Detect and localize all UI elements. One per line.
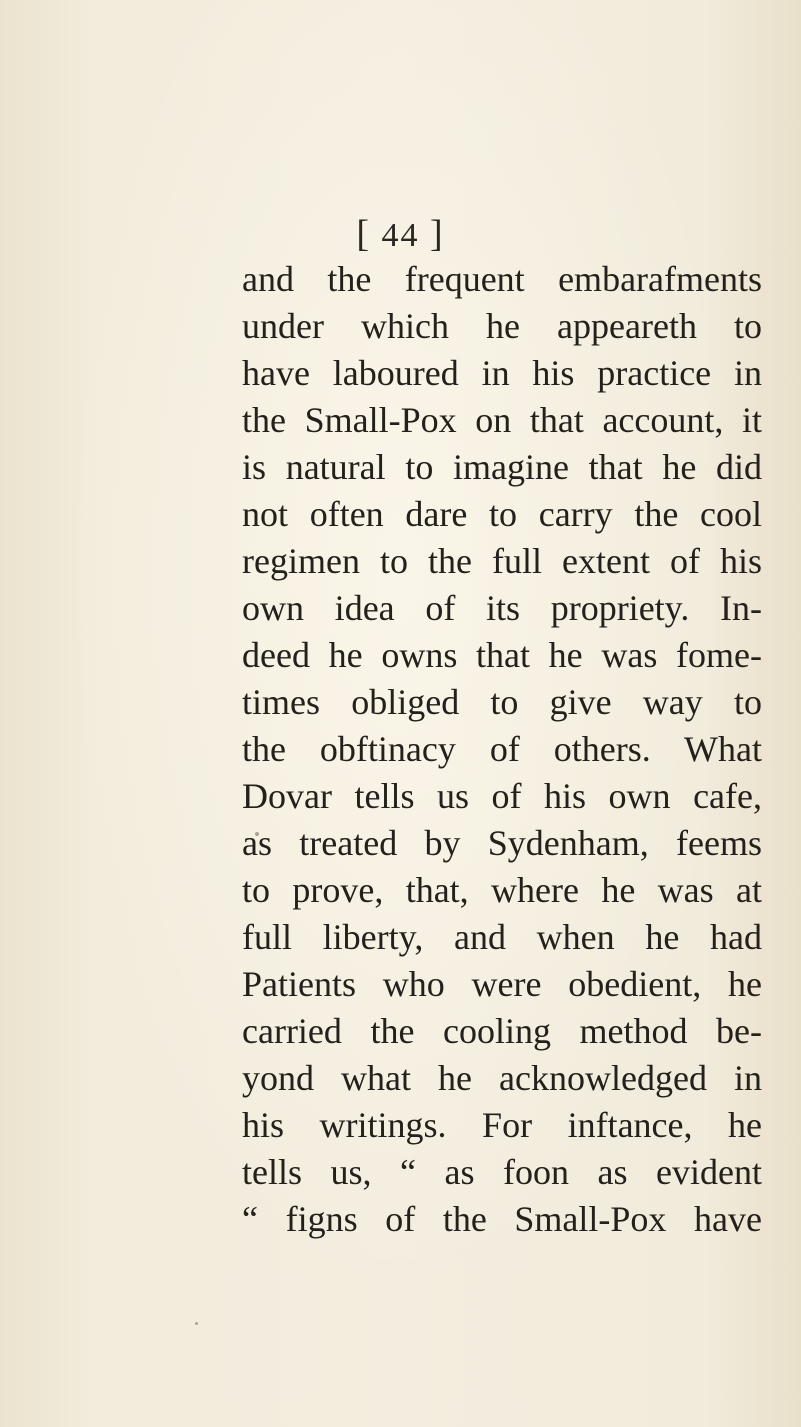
text-line: tells us, “ as foon as evident	[242, 1152, 762, 1192]
text-line: have laboured in his practice in	[242, 353, 762, 393]
text-line: is natural to imagine that he did	[242, 447, 762, 487]
close-bracket: ]	[430, 213, 445, 255]
page-number: 44	[381, 217, 420, 254]
text-line: the obftinacy of others. What	[242, 729, 762, 769]
text-line: and the frequent embarafments	[242, 259, 762, 299]
text-line: his writings. For inftance, he	[242, 1105, 762, 1145]
text-line: full liberty, and when he had	[242, 917, 762, 957]
body-text	[242, 256, 762, 1243]
ink-speck	[195, 1322, 198, 1325]
text-line: regimen to the full extent of his	[242, 541, 762, 581]
text-line: to prove, that, where he was at	[242, 870, 762, 910]
text-line: carried the cooling method be-	[242, 1011, 762, 1051]
text-line: under which he appeareth to	[242, 306, 762, 346]
text-line: own idea of its propriety. In-	[242, 588, 762, 628]
text-line: yond what he acknowledged in	[242, 1058, 762, 1098]
text-line: “ figns of the Small-Pox have	[242, 1199, 762, 1239]
open-bracket: [	[356, 213, 371, 255]
text-line: not often dare to carry the cool	[242, 494, 762, 534]
text-line: deed he owns that he was fome-	[242, 635, 762, 675]
text-line: the Small-Pox on that account, it	[242, 400, 762, 440]
text-line: times obliged to give way to	[242, 682, 762, 722]
text-line: Patients who were obedient, he	[242, 964, 762, 1004]
text-line: as treated by Sydenham, feems	[242, 823, 762, 863]
page-number-header	[0, 212, 801, 258]
text-line: Dovar tells us of his own cafe,	[242, 776, 762, 816]
